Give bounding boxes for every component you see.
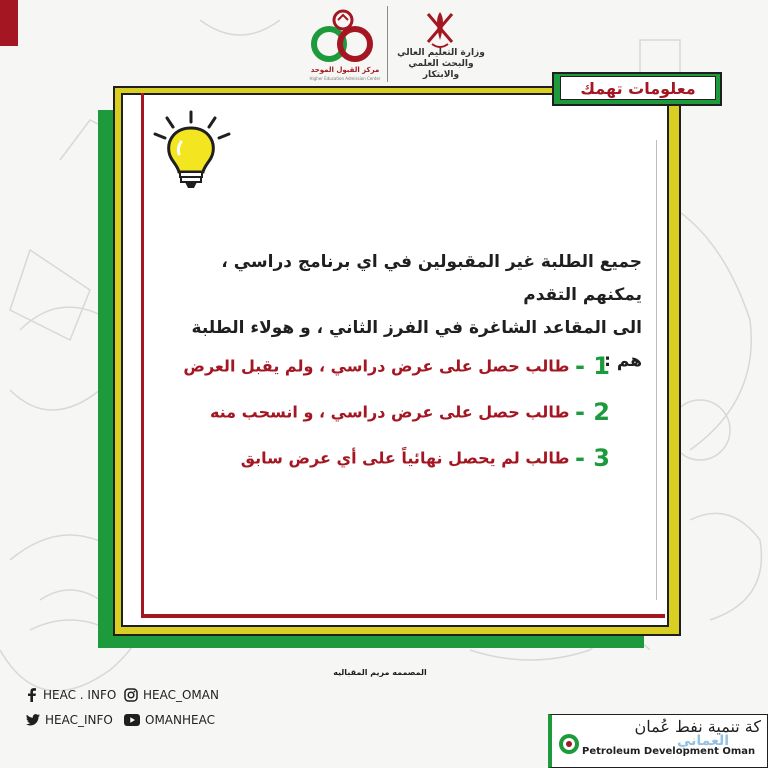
header-divider <box>387 6 388 82</box>
sponsor-box <box>548 714 768 768</box>
section-label-text: معلومات تهمك <box>560 76 716 100</box>
twitter-link[interactable] <box>26 713 113 727</box>
facebook-link[interactable] <box>26 688 116 702</box>
ministry-line-1: وزارة التعليم العالي <box>397 48 485 58</box>
sponsor-name-en: Petroleum Development Oman <box>582 746 756 757</box>
list-item <box>160 352 610 380</box>
intro-line-2: الى المقاعد الشاغرة في الفرز الثاني ، و هولاء الطلبة هم : <box>191 318 642 371</box>
red-accent-bottom <box>141 614 665 618</box>
twitter-handle: HEAC_INFO <box>45 713 113 727</box>
youtube-handle: OMANHEAC <box>145 713 215 727</box>
youtube-icon <box>124 714 140 726</box>
facebook-handle: HEAC . INFO <box>43 688 117 702</box>
designer-credit: المصممه مريم المقباليه <box>333 668 427 677</box>
list-item <box>160 444 610 472</box>
list-item-text: طالب لم يحصل نهائياً على أي عرض سابق <box>240 448 570 468</box>
list-item-number: 1 - <box>574 352 610 380</box>
section-label <box>552 72 722 106</box>
list-item-text: طالب حصل على عرض دراسي ، ولم يقبل العرض <box>183 356 570 376</box>
heac-caption-en: Higher Education Admission Center <box>309 76 381 81</box>
heac-caption: مركز القبول الموحد <box>310 66 380 74</box>
list-item-number: 2 - <box>574 398 610 426</box>
instagram-handle: HEAC_OMAN <box>143 688 219 702</box>
list-item <box>160 398 610 426</box>
red-accent-left <box>141 93 144 617</box>
ministry-line-2: والبحث العلمي والابتكار <box>408 59 474 80</box>
lightbulb-icon <box>145 110 241 194</box>
list-item-text: طالب حصل على عرض دراسي ، و انسحب منه <box>209 402 570 422</box>
facebook-icon <box>26 688 38 702</box>
twitter-icon <box>26 714 40 726</box>
oman-emblem-icon <box>420 8 460 50</box>
sponsor-name-ar: كة تنمية نفط عُمان <box>634 717 761 736</box>
panel-inner-line <box>656 140 657 600</box>
youtube-link[interactable] <box>124 713 215 727</box>
instagram-icon <box>124 688 138 702</box>
ministry-name <box>395 48 487 81</box>
list-item-number: 3 - <box>574 444 610 472</box>
intro-line-1: جميع الطلبة غير المقبولين في اي برنامج دراسي ، يمكنهم التقدم <box>221 252 642 305</box>
watermark-text: العماني <box>677 733 730 749</box>
corner-accent <box>0 0 18 46</box>
instagram-link[interactable] <box>124 688 219 702</box>
pdo-logo-icon <box>558 733 580 755</box>
